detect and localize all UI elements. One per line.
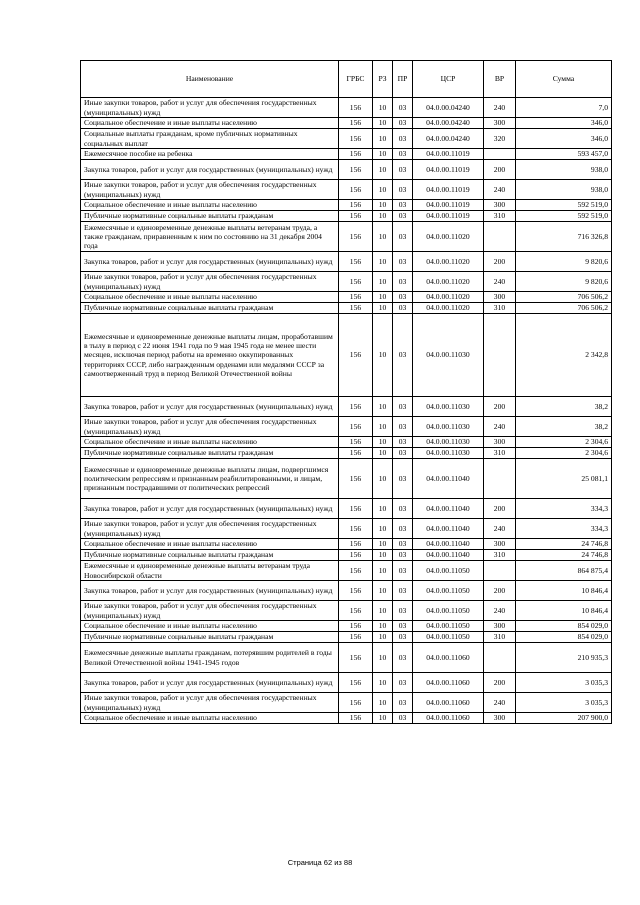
row-vr: 240 (484, 417, 516, 437)
table-row (81, 314, 612, 397)
row-rz: 10 (373, 601, 393, 621)
row-sum: 38,2 (516, 417, 612, 437)
row-pr: 03 (393, 459, 413, 499)
row-rz: 10 (373, 149, 393, 160)
row-grbs: 156 (339, 397, 373, 417)
table-row (81, 499, 612, 519)
row-rz: 10 (373, 160, 393, 180)
row-csr: 04.0.00.11050 (413, 632, 484, 643)
row-grbs: 156 (339, 252, 373, 272)
row-grbs: 156 (339, 417, 373, 437)
row-name: Социальное обеспечение и иные выплаты населению (81, 713, 339, 724)
row-pr: 03 (393, 118, 413, 129)
row-vr (484, 222, 516, 252)
row-name: Закупка товаров, работ и услуг для государственных (муниципальных) нужд (81, 499, 339, 519)
row-csr: 04.0.00.11050 (413, 561, 484, 581)
row-csr: 04.0.00.11019 (413, 160, 484, 180)
row-pr: 03 (393, 581, 413, 601)
table-row (81, 601, 612, 621)
row-grbs: 156 (339, 98, 373, 118)
row-name: Социальные выплаты гражданам, кроме публичных нормативных социальных выплат (81, 129, 339, 149)
row-sum: 592 519,0 (516, 211, 612, 222)
table-row (81, 200, 612, 211)
row-grbs: 156 (339, 581, 373, 601)
row-rz: 10 (373, 581, 393, 601)
row-grbs: 156 (339, 149, 373, 160)
row-rz: 10 (373, 632, 393, 643)
row-rz: 10 (373, 303, 393, 314)
table-row (81, 118, 612, 129)
row-name: Публичные нормативные социальные выплаты гражданам (81, 303, 339, 314)
row-vr: 300 (484, 437, 516, 448)
row-pr: 03 (393, 222, 413, 252)
row-csr: 04.0.00.04240 (413, 98, 484, 118)
row-name: Закупка товаров, работ и услуг для государственных (муниципальных) нужд (81, 581, 339, 601)
row-csr: 04.0.00.11019 (413, 180, 484, 200)
table-row (81, 397, 612, 417)
row-grbs: 156 (339, 314, 373, 397)
row-name: Ежемесячные и единовременные денежные выплаты лицам, проработавшим в тылу в период с 22 июня 1941 года по 9 мая 1945 года не менее шести месяцев, исключая период работы на временно оккупированных территориях СССР, либо награжденным орденами или медалями СССР за самоотверженный труд в период Великой Отечественной войны (81, 314, 339, 397)
row-name: Социальное обеспечение и иные выплаты населению (81, 621, 339, 632)
row-grbs: 156 (339, 693, 373, 713)
table-row (81, 621, 612, 632)
table-row (81, 673, 612, 693)
row-pr: 03 (393, 519, 413, 539)
row-sum: 938,0 (516, 180, 612, 200)
row-vr (484, 149, 516, 160)
row-csr: 04.0.00.11050 (413, 601, 484, 621)
header-csr: ЦСР (413, 61, 484, 98)
row-rz: 10 (373, 397, 393, 417)
table-row (81, 459, 612, 499)
row-rz: 10 (373, 129, 393, 149)
row-pr: 03 (393, 621, 413, 632)
row-sum: 2 304,6 (516, 448, 612, 459)
row-rz: 10 (373, 621, 393, 632)
row-name: Иные закупки товаров, работ и услуг для обеспечения государственных (муниципальных) нужд (81, 180, 339, 200)
page-number: Страница 62 из 88 (287, 858, 353, 867)
row-rz: 10 (373, 550, 393, 561)
row-vr (484, 561, 516, 581)
row-csr: 04.0.00.11020 (413, 303, 484, 314)
header-sum: Сумма (516, 61, 612, 98)
row-rz: 10 (373, 713, 393, 724)
row-grbs: 156 (339, 673, 373, 693)
row-pr: 03 (393, 713, 413, 724)
row-vr: 320 (484, 129, 516, 149)
table-row (81, 581, 612, 601)
row-name: Ежемесячные и единовременные денежные выплаты ветеранам труда, а также гражданам, приравненным к ним по состоянию на 31 декабря 2004 года (81, 222, 339, 252)
row-sum: 25 081,1 (516, 459, 612, 499)
row-csr: 04.0.00.11030 (413, 448, 484, 459)
row-name: Ежемесячные и единовременные денежные выплаты лицам, подвергшимся политическим репрессиям и признанным реабилитированными, и лицам, признанным пострадавшими от политических репрессий (81, 459, 339, 499)
table-row (81, 252, 612, 272)
row-pr: 03 (393, 180, 413, 200)
row-vr: 300 (484, 200, 516, 211)
row-sum: 210 935,3 (516, 643, 612, 673)
table-row (81, 437, 612, 448)
row-sum: 2 304,6 (516, 437, 612, 448)
row-csr: 04.0.00.04240 (413, 118, 484, 129)
row-rz: 10 (373, 437, 393, 448)
row-sum: 9 820,6 (516, 272, 612, 292)
row-grbs: 156 (339, 303, 373, 314)
row-csr: 04.0.00.11020 (413, 252, 484, 272)
row-pr: 03 (393, 417, 413, 437)
table-row (81, 303, 612, 314)
row-sum: 346,0 (516, 118, 612, 129)
row-name: Иные закупки товаров, работ и услуг для обеспечения государственных (муниципальных) нужд (81, 272, 339, 292)
row-name: Ежемесячные и единовременные денежные выплаты ветеранам труда Новосибирской области (81, 561, 339, 581)
row-pr: 03 (393, 314, 413, 397)
row-grbs: 156 (339, 519, 373, 539)
table-row (81, 149, 612, 160)
row-sum: 9 820,6 (516, 252, 612, 272)
row-pr: 03 (393, 98, 413, 118)
row-vr: 300 (484, 713, 516, 724)
row-grbs: 156 (339, 222, 373, 252)
row-pr: 03 (393, 499, 413, 519)
row-csr: 04.0.00.11030 (413, 437, 484, 448)
row-rz: 10 (373, 519, 393, 539)
row-pr: 03 (393, 129, 413, 149)
row-rz: 10 (373, 222, 393, 252)
row-pr: 03 (393, 149, 413, 160)
row-vr: 200 (484, 252, 516, 272)
row-name: Иные закупки товаров, работ и услуг для обеспечения государственных (муниципальных) нужд (81, 98, 339, 118)
row-name: Закупка товаров, работ и услуг для государственных (муниципальных) нужд (81, 252, 339, 272)
header-vr: ВР (484, 61, 516, 98)
row-name: Публичные нормативные социальные выплаты гражданам (81, 632, 339, 643)
row-vr: 240 (484, 272, 516, 292)
row-sum: 938,0 (516, 160, 612, 180)
table-row (81, 632, 612, 643)
row-csr: 04.0.00.11040 (413, 499, 484, 519)
row-grbs: 156 (339, 632, 373, 643)
row-sum: 593 457,0 (516, 149, 612, 160)
row-vr: 310 (484, 550, 516, 561)
row-rz: 10 (373, 211, 393, 222)
row-csr: 04.0.00.11060 (413, 673, 484, 693)
table-row (81, 539, 612, 550)
table-row (81, 561, 612, 581)
row-name: Публичные нормативные социальные выплаты гражданам (81, 550, 339, 561)
row-pr: 03 (393, 200, 413, 211)
row-pr: 03 (393, 539, 413, 550)
table-row (81, 180, 612, 200)
row-csr: 04.0.00.11020 (413, 222, 484, 252)
row-grbs: 156 (339, 129, 373, 149)
row-pr: 03 (393, 303, 413, 314)
table-body (81, 98, 612, 724)
row-vr: 240 (484, 519, 516, 539)
row-csr: 04.0.00.04240 (413, 129, 484, 149)
table-row (81, 643, 612, 673)
row-grbs: 156 (339, 643, 373, 673)
row-name: Иные закупки товаров, работ и услуг для обеспечения государственных (муниципальных) нужд (81, 519, 339, 539)
table-row (81, 292, 612, 303)
table-row (81, 211, 612, 222)
row-grbs: 156 (339, 601, 373, 621)
row-vr: 200 (484, 581, 516, 601)
row-name: Закупка товаров, работ и услуг для государственных (муниципальных) нужд (81, 160, 339, 180)
row-vr: 300 (484, 539, 516, 550)
row-rz: 10 (373, 118, 393, 129)
row-csr: 04.0.00.11040 (413, 539, 484, 550)
row-vr: 240 (484, 98, 516, 118)
row-pr: 03 (393, 561, 413, 581)
row-vr: 310 (484, 448, 516, 459)
row-rz: 10 (373, 314, 393, 397)
row-grbs: 156 (339, 448, 373, 459)
row-name: Иные закупки товаров, работ и услуг для обеспечения государственных (муниципальных) нужд (81, 417, 339, 437)
row-sum: 334,3 (516, 499, 612, 519)
row-name: Социальное обеспечение и иные выплаты населению (81, 292, 339, 303)
row-pr: 03 (393, 292, 413, 303)
row-pr: 03 (393, 550, 413, 561)
row-csr: 04.0.00.11020 (413, 272, 484, 292)
table-row (81, 448, 612, 459)
row-grbs: 156 (339, 499, 373, 519)
row-sum: 24 746,8 (516, 550, 612, 561)
row-csr: 04.0.00.11050 (413, 621, 484, 632)
table-header (81, 61, 612, 98)
row-vr: 240 (484, 180, 516, 200)
row-rz: 10 (373, 561, 393, 581)
row-rz: 10 (373, 417, 393, 437)
row-sum: 3 035,3 (516, 693, 612, 713)
row-grbs: 156 (339, 292, 373, 303)
row-vr: 200 (484, 397, 516, 417)
row-pr: 03 (393, 272, 413, 292)
row-pr: 03 (393, 211, 413, 222)
row-rz: 10 (373, 448, 393, 459)
row-vr: 200 (484, 673, 516, 693)
row-name: Иные закупки товаров, работ и услуг для обеспечения государственных (муниципальных) нужд (81, 601, 339, 621)
row-grbs: 156 (339, 621, 373, 632)
row-sum: 3 035,3 (516, 673, 612, 693)
row-csr: 04.0.00.11019 (413, 149, 484, 160)
row-vr: 300 (484, 292, 516, 303)
row-grbs: 156 (339, 200, 373, 211)
row-grbs: 156 (339, 272, 373, 292)
table-row (81, 519, 612, 539)
row-vr: 200 (484, 160, 516, 180)
row-vr: 310 (484, 211, 516, 222)
row-csr: 04.0.00.11040 (413, 550, 484, 561)
row-sum: 346,0 (516, 129, 612, 149)
row-rz: 10 (373, 292, 393, 303)
row-csr: 04.0.00.11060 (413, 643, 484, 673)
row-grbs: 156 (339, 561, 373, 581)
row-name: Публичные нормативные социальные выплаты гражданам (81, 448, 339, 459)
table-row (81, 713, 612, 724)
row-name: Социальное обеспечение и иные выплаты населению (81, 200, 339, 211)
header-pr: ПР (393, 61, 413, 98)
row-name: Социальное обеспечение и иные выплаты населению (81, 118, 339, 129)
row-grbs: 156 (339, 539, 373, 550)
row-vr: 310 (484, 632, 516, 643)
row-vr: 300 (484, 118, 516, 129)
table-row (81, 417, 612, 437)
row-rz: 10 (373, 693, 393, 713)
row-sum: 10 846,4 (516, 581, 612, 601)
row-name: Иные закупки товаров, работ и услуг для обеспечения государственных (муниципальных) нужд (81, 693, 339, 713)
row-vr: 240 (484, 693, 516, 713)
row-rz: 10 (373, 539, 393, 550)
row-sum: 864 875,4 (516, 561, 612, 581)
row-csr: 04.0.00.11040 (413, 519, 484, 539)
row-pr: 03 (393, 252, 413, 272)
row-rz: 10 (373, 673, 393, 693)
row-rz: 10 (373, 272, 393, 292)
header-rz: РЗ (373, 61, 393, 98)
row-pr: 03 (393, 632, 413, 643)
row-rz: 10 (373, 98, 393, 118)
row-pr: 03 (393, 673, 413, 693)
row-grbs: 156 (339, 459, 373, 499)
row-grbs: 156 (339, 713, 373, 724)
row-rz: 10 (373, 200, 393, 211)
row-sum: 207 900,0 (516, 713, 612, 724)
row-vr (484, 459, 516, 499)
row-vr: 200 (484, 499, 516, 519)
table-row (81, 693, 612, 713)
row-name: Ежемесячные денежные выплаты гражданам, потерявшим родителей в годы Великой Отечественной войны 1941-1945 годов (81, 643, 339, 673)
row-sum: 2 342,8 (516, 314, 612, 397)
row-pr: 03 (393, 693, 413, 713)
row-pr: 03 (393, 448, 413, 459)
row-pr: 03 (393, 601, 413, 621)
row-pr: 03 (393, 397, 413, 417)
row-sum: 854 029,0 (516, 632, 612, 643)
row-name: Закупка товаров, работ и услуг для государственных (муниципальных) нужд (81, 673, 339, 693)
row-sum: 38,2 (516, 397, 612, 417)
row-csr: 04.0.00.11019 (413, 211, 484, 222)
row-name: Закупка товаров, работ и услуг для государственных (муниципальных) нужд (81, 397, 339, 417)
row-vr (484, 643, 516, 673)
row-csr: 04.0.00.11030 (413, 417, 484, 437)
row-csr: 04.0.00.11030 (413, 397, 484, 417)
row-pr: 03 (393, 160, 413, 180)
row-rz: 10 (373, 643, 393, 673)
row-name: Социальное обеспечение и иные выплаты населению (81, 539, 339, 550)
row-name: Публичные нормативные социальные выплаты гражданам (81, 211, 339, 222)
row-grbs: 156 (339, 437, 373, 448)
row-rz: 10 (373, 459, 393, 499)
table-row (81, 222, 612, 252)
row-sum: 706 506,2 (516, 292, 612, 303)
row-rz: 10 (373, 252, 393, 272)
row-grbs: 156 (339, 180, 373, 200)
row-sum: 706 506,2 (516, 303, 612, 314)
header-name: Наименование (81, 61, 339, 98)
row-vr: 300 (484, 621, 516, 632)
table-row (81, 550, 612, 561)
row-rz: 10 (373, 499, 393, 519)
row-sum: 334,3 (516, 519, 612, 539)
row-pr: 03 (393, 437, 413, 448)
row-sum: 854 029,0 (516, 621, 612, 632)
table-row (81, 129, 612, 149)
row-csr: 04.0.00.11020 (413, 292, 484, 303)
row-csr: 04.0.00.11040 (413, 459, 484, 499)
row-pr: 03 (393, 643, 413, 673)
row-sum: 716 326,8 (516, 222, 612, 252)
row-grbs: 156 (339, 160, 373, 180)
row-csr: 04.0.00.11060 (413, 693, 484, 713)
row-sum: 24 746,8 (516, 539, 612, 550)
row-grbs: 156 (339, 550, 373, 561)
row-grbs: 156 (339, 211, 373, 222)
row-name: Ежемесячное пособие на ребенка (81, 149, 339, 160)
header-grbs: ГРБС (339, 61, 373, 98)
table-row (81, 160, 612, 180)
row-sum: 10 846,4 (516, 601, 612, 621)
row-csr: 04.0.00.11050 (413, 581, 484, 601)
row-csr: 04.0.00.11060 (413, 713, 484, 724)
row-name: Социальное обеспечение и иные выплаты населению (81, 437, 339, 448)
row-sum: 7,0 (516, 98, 612, 118)
row-csr: 04.0.00.11019 (413, 200, 484, 211)
row-sum: 592 519,0 (516, 200, 612, 211)
row-rz: 10 (373, 180, 393, 200)
row-vr (484, 314, 516, 397)
row-csr: 04.0.00.11030 (413, 314, 484, 397)
row-grbs: 156 (339, 118, 373, 129)
table-row (81, 98, 612, 118)
row-vr: 240 (484, 601, 516, 621)
budget-table (80, 60, 612, 724)
table-row (81, 272, 612, 292)
row-vr: 310 (484, 303, 516, 314)
